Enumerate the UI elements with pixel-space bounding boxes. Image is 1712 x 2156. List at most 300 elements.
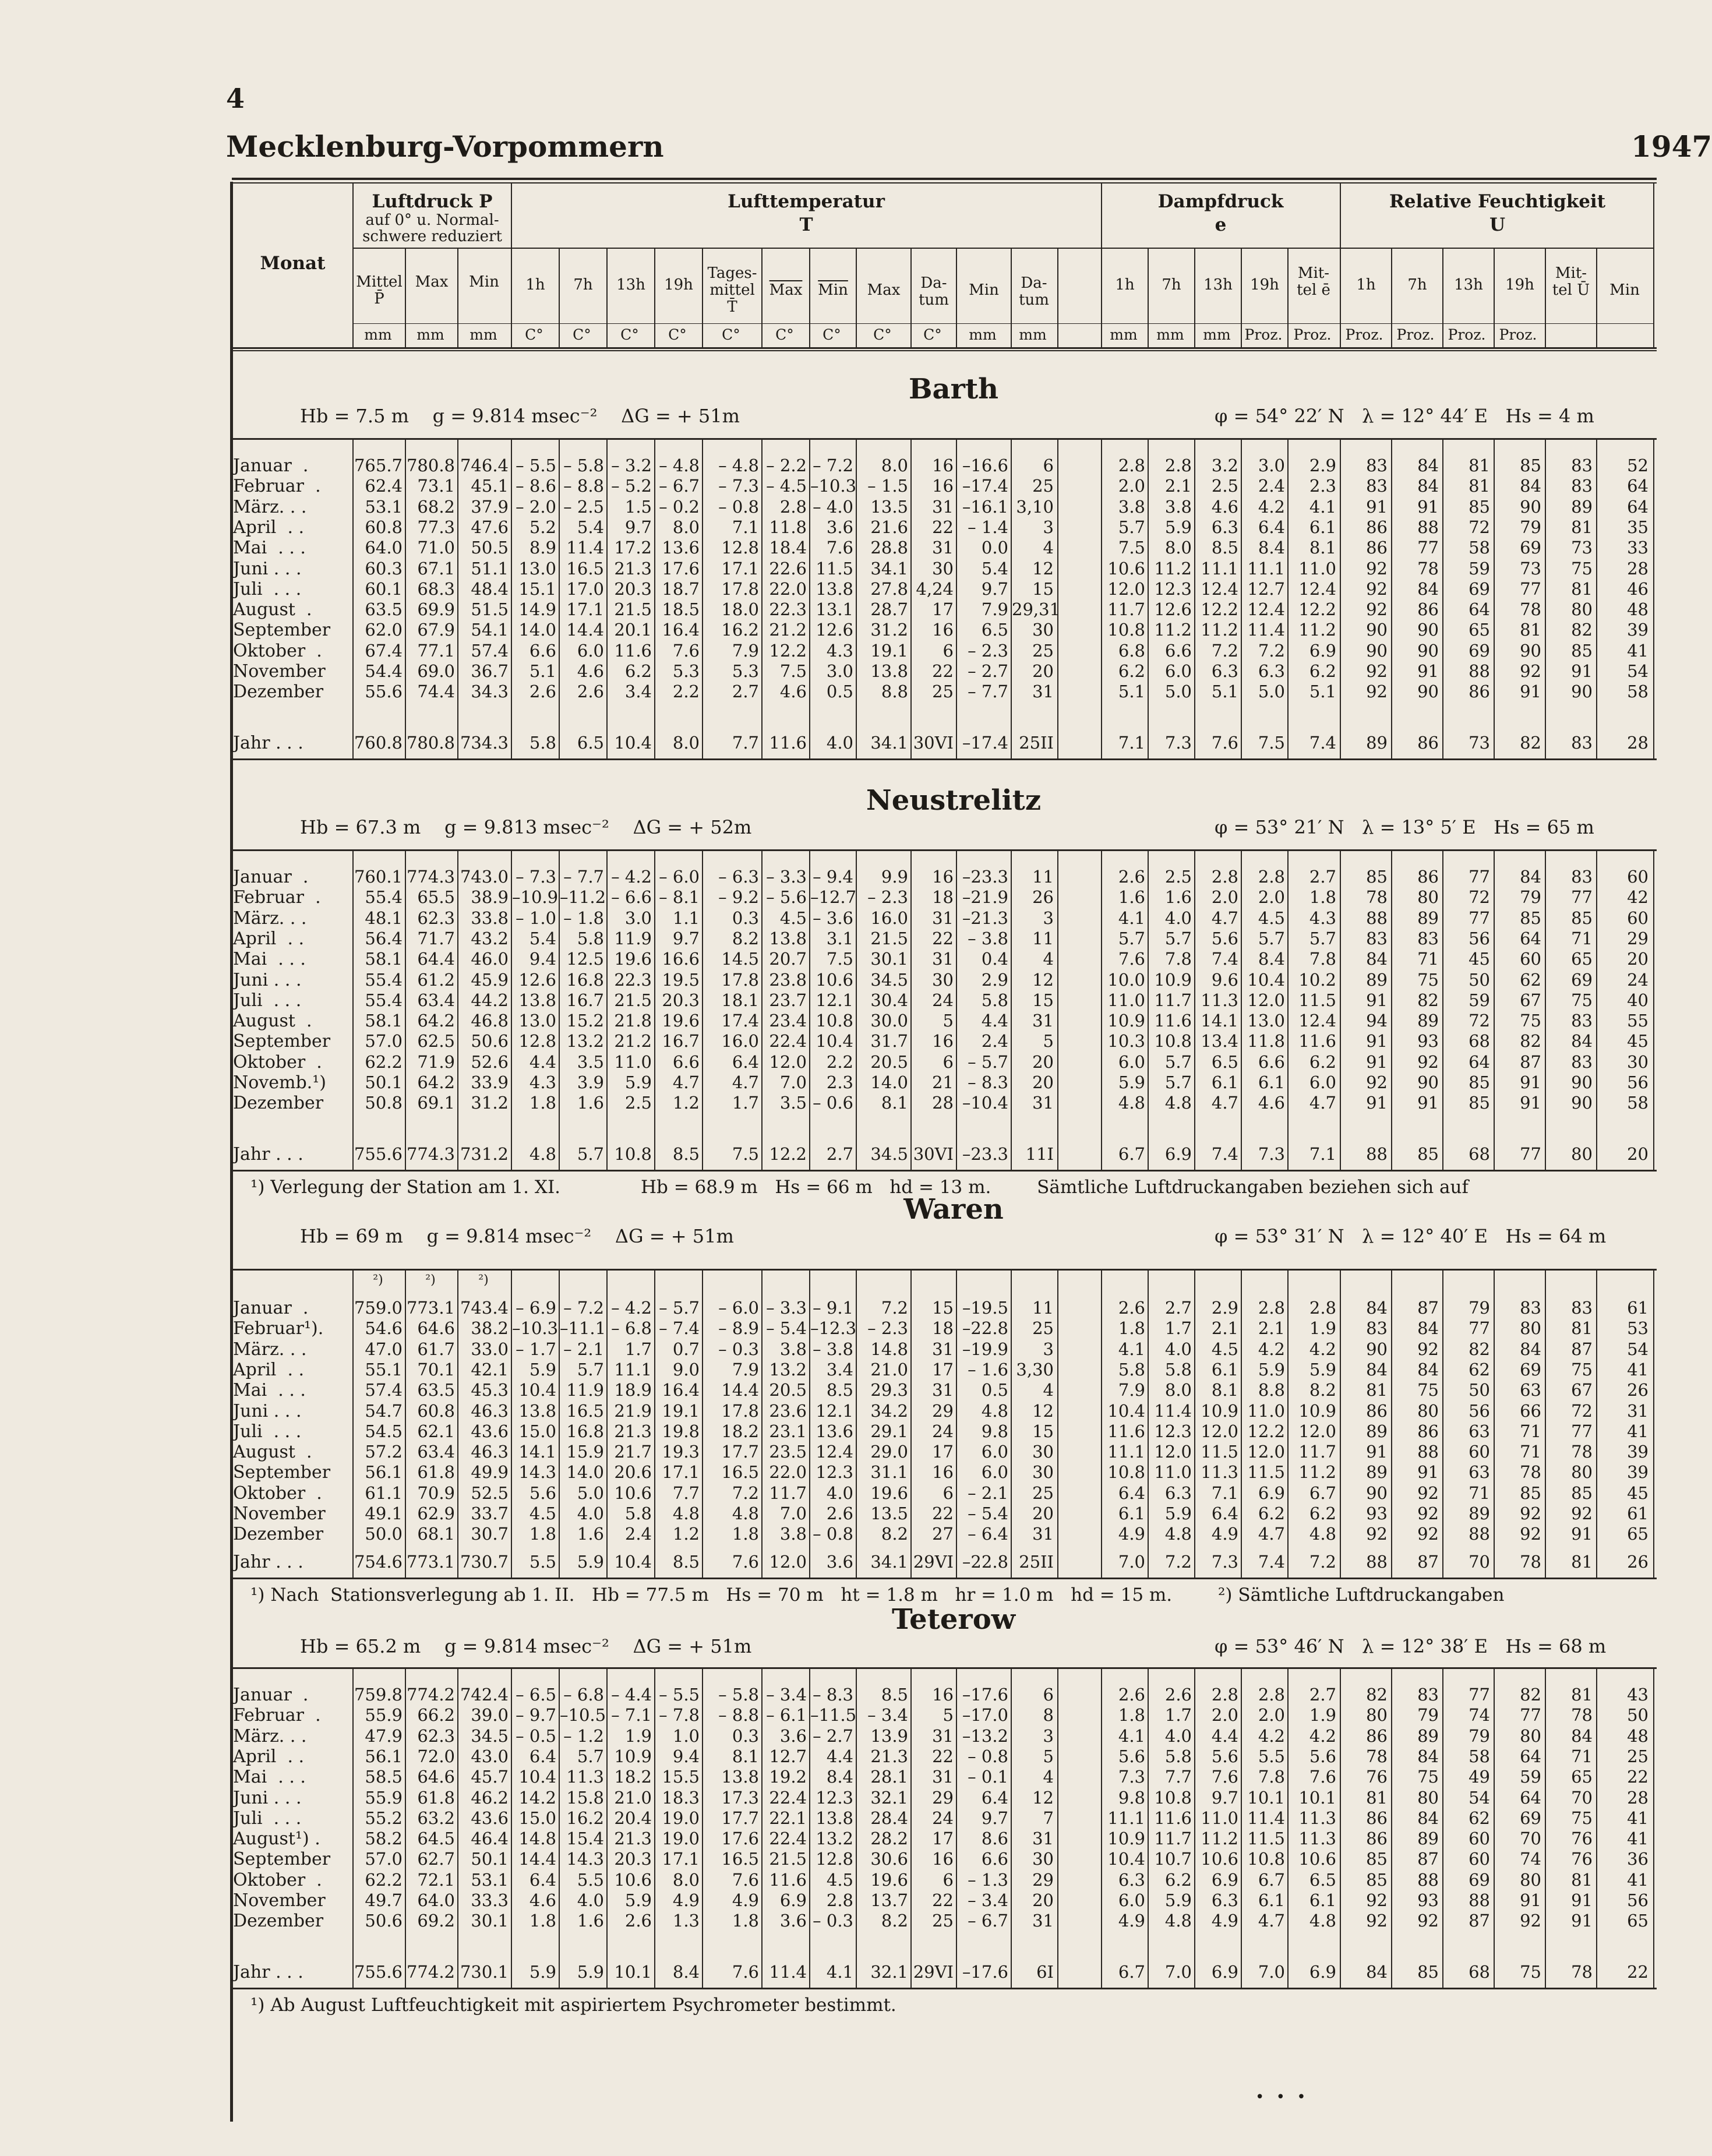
cell: 92 bbox=[1366, 1524, 1388, 1544]
cell: 23.4 bbox=[769, 1011, 807, 1031]
cell: 7.5 bbox=[1118, 538, 1145, 558]
cell: 30 bbox=[1032, 620, 1054, 640]
cell: 773.1 bbox=[406, 1552, 455, 1572]
cell: 83 bbox=[1520, 1298, 1541, 1318]
cell: 5 bbox=[1043, 1031, 1054, 1051]
cell: 77 bbox=[1469, 867, 1490, 887]
cell: 2.9 bbox=[1211, 1298, 1238, 1318]
cell: 78 bbox=[1366, 887, 1388, 908]
cell: 19.0 bbox=[662, 1808, 700, 1828]
cell: 77.1 bbox=[417, 640, 455, 661]
cell: 74.4 bbox=[417, 682, 455, 702]
month-label: April . . bbox=[233, 517, 305, 538]
cell: – 7.1 bbox=[611, 1705, 652, 1725]
table-row-jahr bbox=[0, 1144, 1702, 1165]
cell: 33.8 bbox=[471, 908, 509, 928]
cell: 7 bbox=[1043, 1808, 1054, 1828]
cell: 49.7 bbox=[365, 1890, 403, 1910]
cell: 759.8 bbox=[354, 1685, 403, 1705]
cell: 29VI bbox=[913, 1962, 954, 1982]
cell: – 2.2 bbox=[766, 456, 807, 475]
cell: 2.6 bbox=[577, 682, 604, 702]
cell: 10.1 bbox=[1247, 1787, 1285, 1808]
cell: 85 bbox=[1520, 456, 1541, 475]
cell: – 5.2 bbox=[611, 476, 652, 496]
table-row bbox=[0, 1808, 1702, 1829]
sub-e-7h: 7h bbox=[1162, 276, 1181, 294]
cell: 17.1 bbox=[662, 1462, 700, 1483]
cell: 60 bbox=[1469, 1442, 1490, 1462]
cell: – 3.8 bbox=[968, 928, 1008, 948]
cell: 2.8 bbox=[1258, 867, 1285, 887]
cell: 10.6 bbox=[816, 969, 853, 990]
cell: 64 bbox=[1469, 1051, 1490, 1072]
cell: 11.8 bbox=[1247, 1031, 1285, 1051]
cell: 2.0 bbox=[1258, 1705, 1285, 1725]
cell: 12.4 bbox=[816, 1442, 853, 1462]
cell: 15 bbox=[1032, 578, 1054, 599]
cell: 91 bbox=[1571, 1524, 1593, 1544]
cell: 12.6 bbox=[816, 620, 853, 640]
cell: 1.7 bbox=[1164, 1705, 1192, 1725]
cell: 12.6 bbox=[518, 969, 556, 990]
cell: – 5.7 bbox=[659, 1298, 700, 1318]
cell: 18.2 bbox=[721, 1421, 759, 1441]
cell: 83 bbox=[1366, 928, 1388, 948]
cell: 7.1 bbox=[1309, 1144, 1336, 1164]
cell: 30.6 bbox=[870, 1849, 908, 1869]
cell: 14.4 bbox=[566, 620, 604, 640]
cell: 14.1 bbox=[518, 1442, 556, 1462]
cell: 5.5 bbox=[1258, 1746, 1285, 1766]
cell: 90 bbox=[1417, 620, 1439, 640]
cell: 71 bbox=[1520, 1442, 1541, 1462]
cell: 5.9 bbox=[1164, 1504, 1192, 1523]
cell: 31 bbox=[1032, 1911, 1054, 1931]
cell: 45.7 bbox=[471, 1767, 509, 1787]
cell: 75 bbox=[1571, 558, 1593, 578]
month-label: November bbox=[233, 1890, 326, 1911]
cell: 12.0 bbox=[1298, 1421, 1336, 1441]
month-label: September bbox=[233, 620, 331, 641]
cell: 11.6 bbox=[1154, 1011, 1192, 1031]
cell: 18.5 bbox=[662, 599, 700, 620]
unit-label: Proz. bbox=[1396, 326, 1435, 343]
sub-1h: 1h bbox=[525, 276, 545, 294]
cell: 78 bbox=[1366, 1746, 1388, 1766]
month-label: Juli . . . bbox=[233, 1808, 302, 1829]
cell: 22.4 bbox=[769, 1787, 807, 1808]
cell: 34.3 bbox=[471, 682, 509, 702]
cell: 6.6 bbox=[981, 1849, 1008, 1869]
cell: 8.2 bbox=[1309, 1380, 1336, 1400]
cell: 19.6 bbox=[870, 1483, 908, 1503]
cell: 8.5 bbox=[826, 1380, 853, 1400]
cell: 10.4 bbox=[614, 733, 652, 753]
cell: 46.2 bbox=[471, 1787, 509, 1808]
cell: 19.0 bbox=[662, 1829, 700, 1849]
cell: 20.5 bbox=[870, 1051, 908, 1072]
cell: 734.3 bbox=[460, 733, 509, 753]
cell: 90 bbox=[1366, 1483, 1388, 1503]
month-label: Jahr . . . bbox=[233, 1144, 303, 1165]
cell: 5.9 bbox=[624, 1072, 652, 1092]
table-row-jahr bbox=[0, 1552, 1702, 1572]
sub-min-abs: Min bbox=[969, 281, 999, 299]
cell: 48 bbox=[1627, 599, 1649, 620]
cell: 86 bbox=[1366, 1808, 1388, 1828]
cell: 81 bbox=[1571, 578, 1593, 599]
cell: 69.1 bbox=[417, 1093, 455, 1113]
cell: 58 bbox=[1627, 682, 1649, 702]
cell: 56 bbox=[1469, 928, 1490, 948]
cell: – 2.7 bbox=[813, 1725, 853, 1746]
cell: – 0.5 bbox=[516, 1725, 556, 1746]
cell: 75 bbox=[1571, 990, 1593, 1010]
cell: 20 bbox=[1627, 949, 1649, 969]
cell: 91 bbox=[1366, 1442, 1388, 1462]
cell: 2.7 bbox=[826, 1144, 853, 1164]
cell: 9.7 bbox=[981, 578, 1008, 599]
cell: 13.2 bbox=[769, 1359, 807, 1379]
cell: 3.8 bbox=[1164, 496, 1192, 517]
cell: 12.3 bbox=[816, 1462, 853, 1483]
cell: 1.5 bbox=[624, 496, 652, 517]
cell: 7.0 bbox=[1118, 1552, 1145, 1572]
cell: 92 bbox=[1520, 1524, 1541, 1544]
cell: 81 bbox=[1571, 1318, 1593, 1339]
cell: – 6.3 bbox=[718, 867, 759, 887]
cell: 11.4 bbox=[566, 538, 604, 558]
cell: 12.2 bbox=[769, 1144, 807, 1164]
cell: 4.7 bbox=[1309, 1093, 1336, 1113]
cell: 6.6 bbox=[1258, 1051, 1285, 1072]
cell: –21.9 bbox=[962, 887, 1008, 908]
cell: 8.2 bbox=[732, 928, 759, 948]
cell: 10.0 bbox=[1107, 969, 1145, 990]
cell: 27.8 bbox=[870, 578, 908, 599]
cell: 6.1 bbox=[1258, 1072, 1285, 1092]
cell: 11.6 bbox=[769, 733, 807, 753]
cell: 59 bbox=[1520, 1767, 1541, 1787]
cell: 1.8 bbox=[529, 1911, 556, 1931]
cell: 6 bbox=[1043, 1685, 1054, 1705]
cell: 13.0 bbox=[1247, 1011, 1285, 1031]
cell: – 9.4 bbox=[813, 867, 853, 887]
cell: 4.1 bbox=[1118, 1339, 1145, 1359]
cell: 7.5 bbox=[1258, 733, 1285, 753]
cell: 71 bbox=[1571, 928, 1593, 948]
cell: 11.2 bbox=[1154, 620, 1192, 640]
cell: 13.8 bbox=[769, 928, 807, 948]
cell: 4.6 bbox=[779, 682, 807, 702]
cell: 20.3 bbox=[614, 578, 652, 599]
cell: 13.8 bbox=[870, 661, 908, 681]
cell: –10.3 bbox=[512, 1318, 559, 1339]
cell: 79 bbox=[1520, 517, 1541, 537]
cell: 75 bbox=[1417, 1380, 1439, 1400]
station-meta-left: Hb = 7.5 m g = 9.814 msec⁻² ΔG = + 51m bbox=[300, 405, 740, 427]
cell: 34.5 bbox=[870, 969, 908, 990]
cell: 84 bbox=[1366, 1298, 1388, 1318]
cell: 10.1 bbox=[614, 1962, 652, 1982]
cell: – 0.6 bbox=[813, 1093, 853, 1113]
cell: 64 bbox=[1520, 1746, 1541, 1766]
cell: 84 bbox=[1417, 1359, 1439, 1379]
cell: 4.8 bbox=[529, 1144, 556, 1164]
cell: 71.0 bbox=[417, 538, 455, 558]
cell: 6.4 bbox=[1258, 517, 1285, 537]
cell: 62.7 bbox=[417, 1849, 455, 1869]
cell: –22.8 bbox=[962, 1318, 1008, 1339]
month-label: Oktober . bbox=[233, 640, 322, 661]
cell: 53.1 bbox=[471, 1869, 509, 1890]
cell: 11.2 bbox=[1298, 1462, 1336, 1483]
cell: 16 bbox=[932, 1031, 954, 1051]
cell: 4.8 bbox=[1164, 1093, 1192, 1113]
cell: 91 bbox=[1417, 1462, 1439, 1483]
cell: 55.2 bbox=[365, 1808, 403, 1828]
cell: 2.3 bbox=[826, 1072, 853, 1092]
cell: 14.5 bbox=[721, 949, 759, 969]
month-label: Februar . bbox=[233, 476, 321, 497]
cell: 730.1 bbox=[460, 1962, 509, 1982]
cell: 81 bbox=[1571, 1869, 1593, 1890]
cell: 30.4 bbox=[870, 990, 908, 1010]
cell: 8.0 bbox=[1164, 1380, 1192, 1400]
cell: 78 bbox=[1571, 1705, 1593, 1725]
cell: 34.1 bbox=[870, 558, 908, 578]
cell: 8.4 bbox=[1258, 538, 1285, 558]
cell: 780.8 bbox=[406, 733, 455, 753]
cell: 10.4 bbox=[614, 1552, 652, 1572]
cell: 82 bbox=[1520, 733, 1541, 753]
cell: 54.4 bbox=[365, 661, 403, 681]
month-label: Januar . bbox=[233, 867, 309, 887]
col-rel-feucht: Relative Feuchtigkeit bbox=[1389, 191, 1606, 212]
cell: 21.5 bbox=[614, 990, 652, 1010]
cell: 54.7 bbox=[365, 1400, 403, 1421]
unit-label: mm bbox=[1019, 326, 1047, 343]
cell: 20.3 bbox=[614, 1849, 652, 1869]
cell: 11.6 bbox=[1154, 1808, 1192, 1828]
cell: – 4.2 bbox=[611, 1298, 652, 1318]
cell: 54.1 bbox=[471, 620, 509, 640]
cell: 13.7 bbox=[870, 1890, 908, 1910]
cell: – 2.0 bbox=[516, 496, 556, 517]
sub-13h: 13h bbox=[616, 276, 645, 294]
cell: 774.3 bbox=[406, 1144, 455, 1164]
cell: 90 bbox=[1520, 640, 1541, 661]
cell: 91 bbox=[1520, 1890, 1541, 1910]
cell: 28.2 bbox=[870, 1829, 908, 1849]
cell: 5.1 bbox=[1211, 682, 1238, 702]
cell: 10.8 bbox=[614, 1144, 652, 1164]
cell: 30.0 bbox=[870, 1011, 908, 1031]
cell: 62.3 bbox=[417, 1725, 455, 1746]
cell: 0.3 bbox=[732, 1725, 759, 1746]
cell: 4.1 bbox=[1309, 496, 1336, 517]
cell: 12.0 bbox=[769, 1552, 807, 1572]
cell: 10.8 bbox=[1247, 1849, 1285, 1869]
cell: 84 bbox=[1366, 1359, 1388, 1379]
cell: 2.0 bbox=[1118, 476, 1145, 496]
month-label: März. . . bbox=[233, 1725, 307, 1746]
cell: – 3.4 bbox=[968, 1890, 1008, 1910]
cell: 10.6 bbox=[1107, 558, 1145, 578]
month-label: August . bbox=[233, 1011, 312, 1032]
cell: – 7.2 bbox=[813, 456, 853, 475]
cell: 16.4 bbox=[662, 1380, 700, 1400]
cell: 4.0 bbox=[577, 1890, 604, 1910]
cell: 92 bbox=[1366, 661, 1388, 681]
cell: 5.1 bbox=[529, 661, 556, 681]
cell: 6.5 bbox=[1211, 1051, 1238, 1072]
cell: 90 bbox=[1366, 1339, 1388, 1359]
cell: 55 bbox=[1627, 1011, 1649, 1031]
cell: 7.6 bbox=[1211, 733, 1238, 753]
cell: 7.0 bbox=[779, 1504, 807, 1523]
cell: 4.2 bbox=[1258, 1725, 1285, 1746]
cell: – 6.0 bbox=[718, 1298, 759, 1318]
cell: 5.8 bbox=[1164, 1359, 1192, 1379]
cell: 5.7 bbox=[1118, 517, 1145, 537]
cell: 45.1 bbox=[471, 476, 509, 496]
cell: 4.4 bbox=[529, 1051, 556, 1072]
cell: 62.2 bbox=[365, 1051, 403, 1072]
cell: 5.7 bbox=[577, 1746, 604, 1766]
cell: – 7.3 bbox=[516, 867, 556, 887]
cell: 3.0 bbox=[1258, 456, 1285, 475]
unit-label: C° bbox=[873, 326, 892, 343]
cell: 18.3 bbox=[662, 1787, 700, 1808]
cell: –11.5 bbox=[810, 1705, 857, 1725]
cell: 5.8 bbox=[577, 928, 604, 948]
sub-datum-2: Da- tum bbox=[1019, 274, 1049, 309]
sub-u-19h: 19h bbox=[1505, 276, 1534, 294]
cell: 94 bbox=[1366, 1011, 1388, 1031]
cell: 6.2 bbox=[1309, 1051, 1336, 1072]
cell: 8.1 bbox=[1211, 1380, 1238, 1400]
cell: 89 bbox=[1469, 1504, 1490, 1523]
month-label: Juni . . . bbox=[233, 1400, 302, 1421]
cell: 5.9 bbox=[1164, 517, 1192, 537]
cell: 2.7 bbox=[1309, 1685, 1336, 1705]
cell: 12.0 bbox=[769, 1051, 807, 1072]
cell: 91 bbox=[1417, 1093, 1439, 1113]
cell: 4.5 bbox=[1211, 1339, 1238, 1359]
cell: 2.6 bbox=[1164, 1685, 1192, 1705]
cell: – 8.8 bbox=[718, 1705, 759, 1725]
cell: 48 bbox=[1627, 1725, 1649, 1746]
cell: 12.0 bbox=[1201, 1421, 1238, 1441]
cell: 4 bbox=[1043, 1380, 1054, 1400]
cell: 17.3 bbox=[721, 1787, 759, 1808]
cell: 16.4 bbox=[662, 620, 700, 640]
cell: 3 bbox=[1043, 1339, 1054, 1359]
station-meta-left: Hb = 65.2 m g = 9.814 msec⁻² ΔG = + 51m bbox=[300, 1635, 752, 1657]
cell: 88 bbox=[1417, 1442, 1439, 1462]
cell: 19.1 bbox=[662, 1400, 700, 1421]
top-rule bbox=[232, 178, 1657, 180]
month-label: Januar . bbox=[233, 456, 309, 476]
cell: 16.7 bbox=[566, 990, 604, 1010]
cell: 85 bbox=[1366, 867, 1388, 887]
cell: 71 bbox=[1520, 1421, 1541, 1441]
cell: 18.7 bbox=[662, 578, 700, 599]
cell: 4.0 bbox=[1164, 1725, 1192, 1746]
cell: 91 bbox=[1417, 496, 1439, 517]
cell: 17 bbox=[932, 1359, 954, 1379]
cell: 2.8 bbox=[779, 496, 807, 517]
cell: 743.4 bbox=[460, 1298, 509, 1318]
cell: 80 bbox=[1520, 1725, 1541, 1746]
sub-min: Min bbox=[469, 273, 499, 291]
cell: 60.8 bbox=[417, 1400, 455, 1421]
cell: 61.8 bbox=[417, 1787, 455, 1808]
sub-e-13h: 13h bbox=[1203, 276, 1233, 294]
cell: 60 bbox=[1469, 1829, 1490, 1849]
cell: 13.2 bbox=[566, 1031, 604, 1051]
cell: 31 bbox=[1032, 1011, 1054, 1031]
sub-e-mittel: Mit- tel ē bbox=[1297, 264, 1330, 299]
cell: 25 bbox=[932, 1911, 954, 1931]
cell: 91 bbox=[1366, 1093, 1388, 1113]
cell: 25 bbox=[932, 682, 954, 702]
cell: 65.5 bbox=[417, 887, 455, 908]
cell: 86 bbox=[1417, 1421, 1439, 1441]
cell: 11.0 bbox=[1154, 1462, 1192, 1483]
cell: 3.6 bbox=[826, 517, 853, 537]
cell: 84 bbox=[1417, 476, 1439, 496]
table-bottom-rule bbox=[232, 758, 1657, 760]
cell: 13.9 bbox=[870, 1725, 908, 1746]
cell: 29 bbox=[932, 1400, 954, 1421]
cell: 6.0 bbox=[981, 1462, 1008, 1483]
cell: 30 bbox=[1627, 1051, 1649, 1072]
cell: 8.8 bbox=[1258, 1380, 1285, 1400]
cell: – 2.3 bbox=[867, 887, 908, 908]
cell: 62.1 bbox=[417, 1421, 455, 1441]
cell: 64 bbox=[1469, 599, 1490, 620]
cell: – 6.8 bbox=[563, 1685, 604, 1705]
cell: 14.0 bbox=[566, 1462, 604, 1483]
cell: 24 bbox=[1627, 969, 1649, 990]
cell: 84 bbox=[1417, 578, 1439, 599]
table-row bbox=[0, 538, 1702, 558]
cell: 29VI bbox=[913, 1552, 954, 1572]
cell: 47.0 bbox=[365, 1339, 403, 1359]
cell: 64.2 bbox=[417, 1011, 455, 1031]
cell: 78 bbox=[1417, 558, 1439, 578]
cell: 66 bbox=[1520, 1400, 1541, 1421]
cell: 6.5 bbox=[981, 620, 1008, 640]
cell: 69 bbox=[1571, 969, 1593, 990]
cell: 62 bbox=[1469, 1808, 1490, 1828]
cell: 73 bbox=[1469, 733, 1490, 753]
cell: 1.2 bbox=[672, 1524, 700, 1544]
cell: 16.8 bbox=[566, 1421, 604, 1441]
table-row bbox=[0, 908, 1702, 929]
cell: 33 bbox=[1627, 538, 1649, 558]
cell: 6.9 bbox=[779, 1890, 807, 1910]
cell: 4.1 bbox=[1118, 908, 1145, 928]
cell: 36.7 bbox=[471, 661, 509, 681]
cell: –12.3 bbox=[810, 1318, 857, 1339]
cell: 7.8 bbox=[1258, 1767, 1285, 1787]
cell: 89 bbox=[1417, 1829, 1439, 1849]
cell: 8 bbox=[1043, 1705, 1054, 1725]
